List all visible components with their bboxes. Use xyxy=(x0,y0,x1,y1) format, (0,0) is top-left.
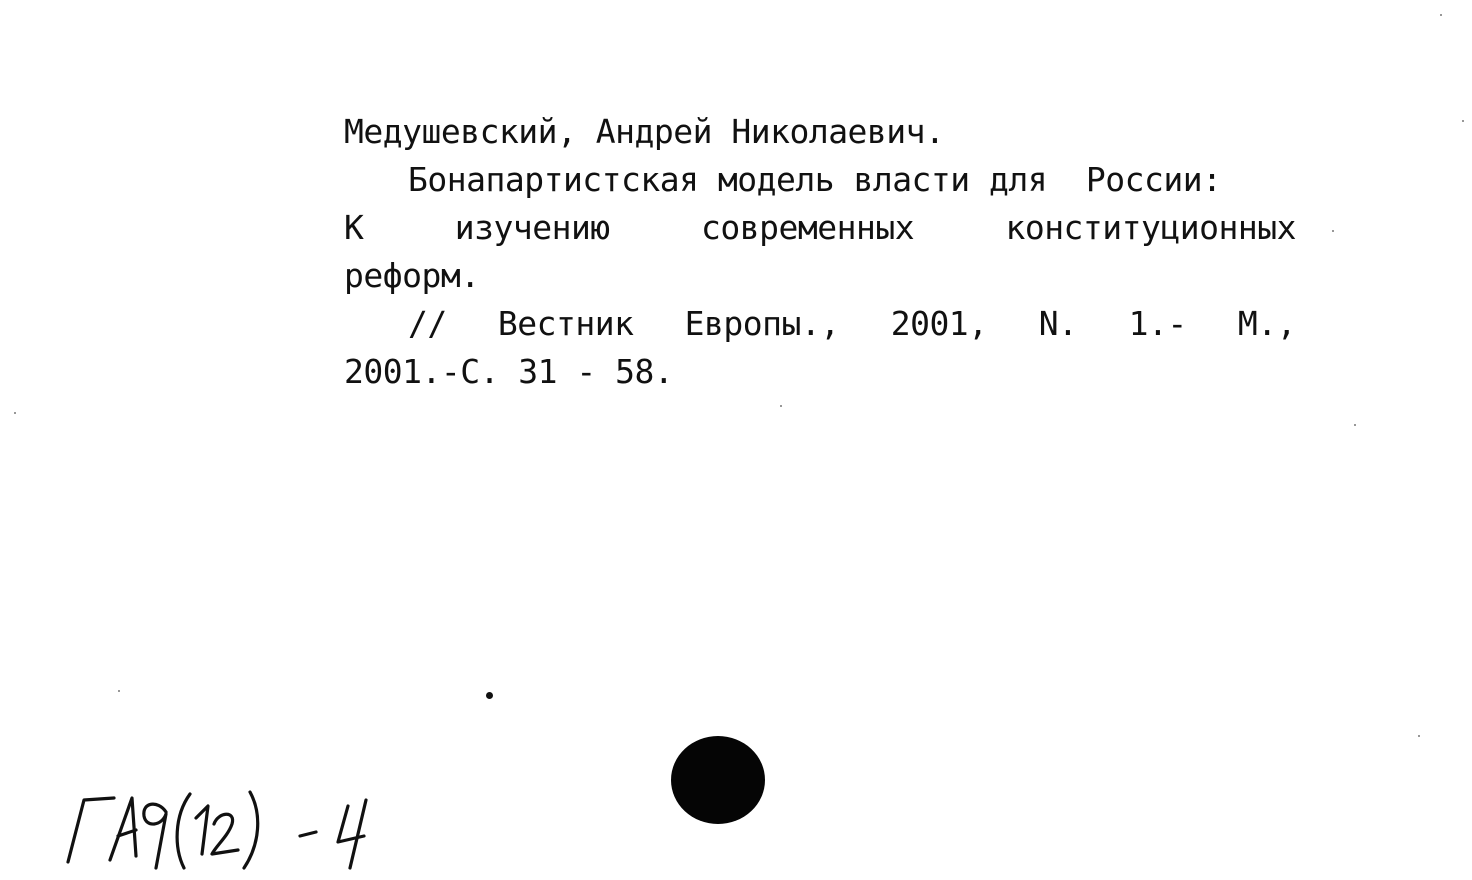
source-word: Европы., xyxy=(684,304,840,343)
title-line-3: реформ. xyxy=(344,256,480,295)
source-line-2: 2001.-С. 31 - 58. xyxy=(344,352,674,391)
title-word: К xyxy=(344,208,364,247)
scan-dot xyxy=(1354,424,1356,426)
source-word: М., xyxy=(1237,304,1296,343)
source-line-1 xyxy=(344,300,1296,348)
title-line-2 xyxy=(344,204,1296,252)
source-word: 2001, xyxy=(890,304,988,343)
title-word: современных xyxy=(701,208,915,247)
scan-dot xyxy=(118,690,120,692)
author-line: Медушевский, Андрей Николаевич. xyxy=(344,112,945,151)
source-word: Вестник xyxy=(497,304,634,343)
ink-speck xyxy=(486,692,493,699)
scan-dot xyxy=(780,405,782,407)
source-word: 1.- xyxy=(1128,304,1187,343)
source-word: N. xyxy=(1038,304,1078,343)
scan-dot xyxy=(14,412,16,414)
title-line-1: Бонапартистская модель власти для России: xyxy=(408,160,1222,199)
title-word: конституционных xyxy=(1005,208,1296,247)
source-word: // xyxy=(408,304,447,343)
scan-dot xyxy=(1440,14,1442,16)
scan-dot xyxy=(1332,230,1334,232)
title-word: изучению xyxy=(454,208,610,247)
scan-dot xyxy=(1418,735,1420,737)
handwritten-shelfmark xyxy=(62,784,392,874)
bibliographic-entry xyxy=(344,108,1296,396)
scan-dot xyxy=(1462,120,1464,122)
punch-hole xyxy=(671,736,765,824)
